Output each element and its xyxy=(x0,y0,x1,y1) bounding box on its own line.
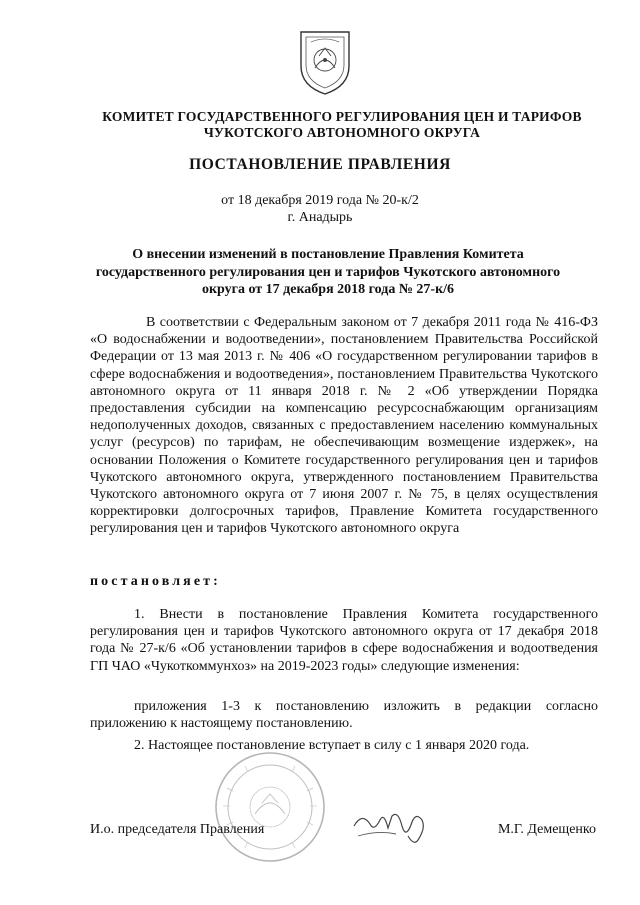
signatory-role: И.о. председателя Правления xyxy=(90,822,265,837)
signatory-name: М.Г. Демещенко xyxy=(497,822,596,837)
coat-of-arms-icon xyxy=(293,22,357,98)
document-title: ПОСТАНОВЛЕНИЕ ПРАВЛЕНИЯ xyxy=(189,156,451,173)
resolves-heading: постановляет: xyxy=(90,574,221,589)
preamble-paragraph: В соответствии с Федеральным законом от 7 декабря 2011 года № 416-ФЗ «О водоснабжении и водоотведении», постановлением Правительства Российской Федерации от 13 мая 2013 г. № 406 «О государственном регулировании тарифов в сфере водоснабжения и водоотведения», постановлением Правительства Чукотского автономного округа от 11 января 2018 г. № 2 «Об утверждении Порядка предоставления субсидии на компенсацию ресурсоснабжающим организациям недополученных доходов, связанных с предоставлением населению коммунальных услуг (ресурсов) по тарифам, не обеспечивающим возмещение издержек», на основании Положения о Комитете государственного регулирования цен и тарифов Чукотского автономного округа, утвержденного постановлением Правительства Чукотского автономного округа от 7 июня 2007 г. № 75, в целях осуществления корректировки долгосрочных тарифов, Правление Комитета государственного регулирования цен и тарифов Чукотского автономного округа xyxy=(90,315,598,537)
committee-name-line2: ЧУКОТСКОГО АВТОНОМНОГО ОКРУГА xyxy=(203,125,481,140)
document-date-number: от 18 декабря 2019 года № 20-к/2 xyxy=(221,193,419,208)
item-1-paragraph: 1. Внести в постановление Правления Комитета государственного регулирования цен и тарифов Чукотского автономного округа от 17 декабря 2018 года № 27-к/6 «Об установлении тарифов в сфере водоснабжения и водоотведения ГП ЧАО «Чукоткоммунхоз» на 2019-2023 годы» следующие изменения: xyxy=(90,607,598,674)
committee-name-line1: КОМИТЕТ ГОСУДАРСТВЕННОГО РЕГУЛИРОВАНИЯ ЦЕН И ТАРИФОВ xyxy=(102,109,582,124)
item-2-paragraph: 2. Настоящее постановление вступает в силу с 1 января 2020 года. xyxy=(134,738,530,753)
document-city: г. Анадырь xyxy=(287,210,353,225)
appendix-paragraph: приложения 1-3 к постановлению изложить в редакции согласно приложению к настоящему постановлению. xyxy=(90,699,598,732)
handwritten-signature-icon xyxy=(348,806,438,848)
official-stamp-icon xyxy=(205,748,335,866)
document-subject: О внесении изменений в постановление Правления Комитета государственного регулирования цен и тарифов Чукотского автономного округа от 17 декабря 2018 года № 27-к/6 xyxy=(95,247,561,297)
